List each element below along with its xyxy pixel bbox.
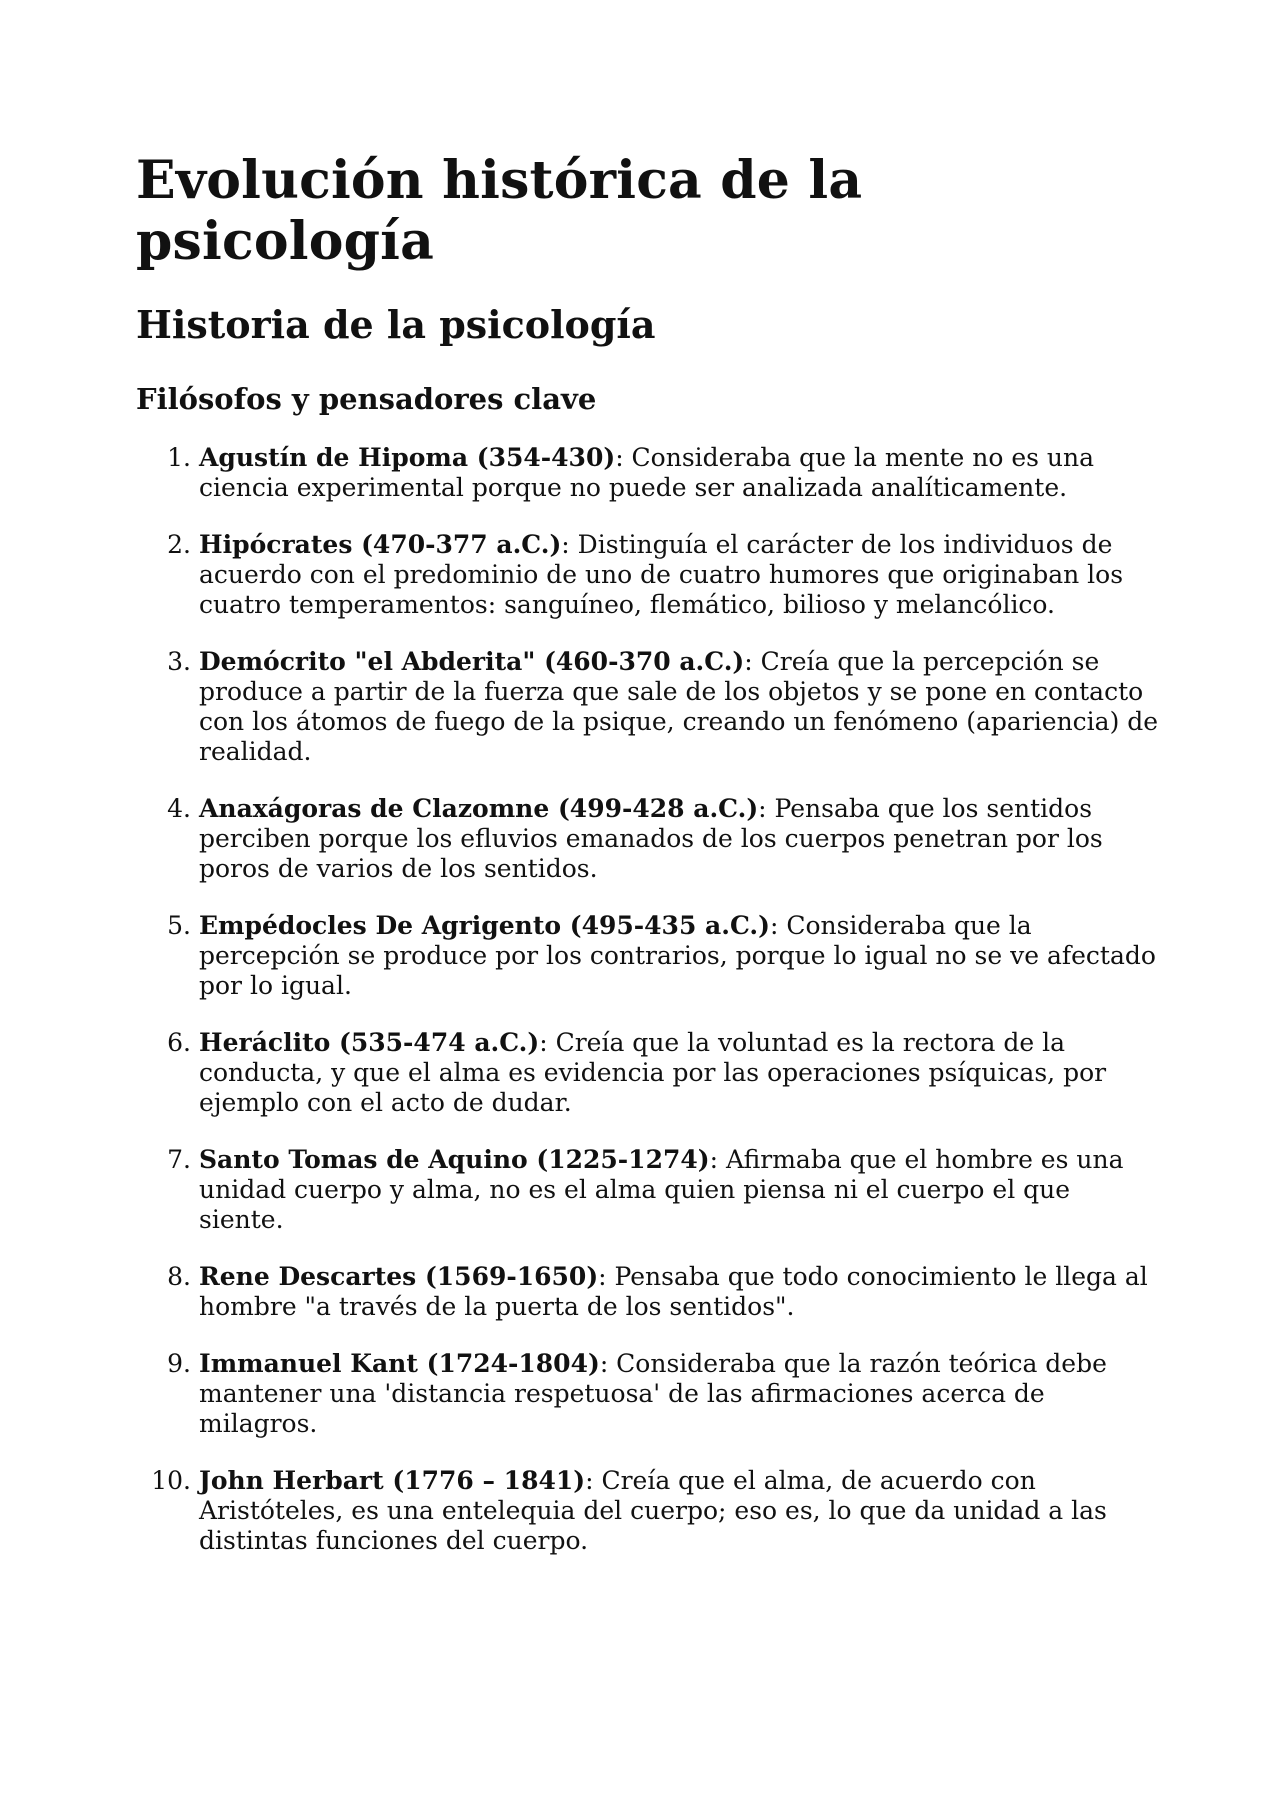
list-item xyxy=(136,530,1160,620)
list-item xyxy=(136,1349,1160,1439)
philosopher-name: Santo Tomas de Aquino (1225-1274) xyxy=(199,1145,710,1174)
list-item-number: 7. xyxy=(167,1145,191,1174)
list-item xyxy=(136,1466,1160,1556)
list-item-number: 8. xyxy=(167,1262,191,1291)
philosopher-description: : Afirmaba que el hombre es una unidad cuerpo y alma, no es el alma quien piensa ni el cuerpo el que siente. xyxy=(199,1145,1124,1234)
philosopher-name: Immanuel Kant (1724-1804) xyxy=(199,1349,600,1378)
list-item-number: 2. xyxy=(167,530,191,559)
list-item-number: 10. xyxy=(151,1466,191,1495)
philosopher-name: John Herbart (1776 – 1841) xyxy=(199,1466,586,1495)
list-item-number: 3. xyxy=(167,647,191,676)
philosopher-name: Rene Descartes (1569-1650) xyxy=(199,1262,599,1291)
philosopher-name: Anaxágoras de Clazomne (499-428 a.C.) xyxy=(199,794,759,823)
list-item xyxy=(136,794,1160,884)
document-page xyxy=(136,150,1160,1583)
section-title: Historia de la psicología xyxy=(136,302,656,347)
philosopher-name: Heráclito (535-474 a.C.) xyxy=(199,1028,540,1057)
list-item-number: 5. xyxy=(167,911,191,940)
list-item-number: 1. xyxy=(167,443,191,472)
philosopher-name: Hipócrates (470-377 a.C.) xyxy=(199,530,562,559)
list-item xyxy=(136,647,1160,767)
philosophers-list xyxy=(136,443,1160,1556)
list-item xyxy=(136,1262,1160,1322)
philosopher-description: : Pensaba que todo conocimiento le llega al hombre "a través de la puerta de los sentidos". xyxy=(199,1262,1148,1321)
philosopher-description: : Creía que la voluntad es la rectora de la conducta, y que el alma es evidencia por las operaciones psíquicas, por ejemplo con el acto de dudar. xyxy=(199,1028,1107,1117)
philosopher-name: Agustín de Hipoma (354-430) xyxy=(199,443,616,472)
philosopher-description: : Consideraba que la percepción se produce por los contrarios, porque lo igual no se ve afectado por lo igual. xyxy=(199,911,1156,1000)
list-item-number: 9. xyxy=(167,1349,191,1378)
list-item-number: 6. xyxy=(167,1028,191,1057)
subsection-title: Filósofos y pensadores clave xyxy=(136,382,597,416)
philosopher-name: Empédocles De Agrigento (495-435 a.C.) xyxy=(199,911,770,940)
philosopher-description: : Distinguía el carácter de los individuos de acuerdo con el predominio de uno de cuatro humores que originaban los cuatro temperamentos: sanguíneo, flemático, bilioso y melancólico. xyxy=(199,530,1124,619)
philosopher-description: : Pensaba que los sentidos perciben porque los efluvios emanados de los cuerpos penetran por los poros de varios de los sentidos. xyxy=(199,794,1103,883)
list-item xyxy=(136,443,1160,503)
philosopher-description: : Creía que la percepción se produce a partir de la fuerza que sale de los objetos y se pone en contacto con los átomos de fuego de la psique, creando un fenómeno (apariencia) de realidad. xyxy=(199,647,1159,766)
philosopher-description: : Consideraba que la mente no es una ciencia experimental porque no puede ser analizada analíticamente. xyxy=(199,443,1095,502)
document-title: Evolución histórica de la psicología xyxy=(136,150,863,272)
list-item xyxy=(136,1145,1160,1235)
philosopher-description: : Creía que el alma, de acuerdo con Aristóteles, es una entelequia del cuerpo; eso es, lo que da unidad a las distintas funciones del cuerpo. xyxy=(199,1466,1107,1555)
philosopher-name: Demócrito "el Abderita" (460-370 a.C.) xyxy=(199,647,745,676)
list-item-number: 4. xyxy=(167,794,191,823)
list-item xyxy=(136,911,1160,1001)
list-item xyxy=(136,1028,1160,1118)
philosopher-description: : Consideraba que la razón teórica debe mantener una 'distancia respetuosa' de las afirmaciones acerca de milagros. xyxy=(199,1349,1107,1438)
